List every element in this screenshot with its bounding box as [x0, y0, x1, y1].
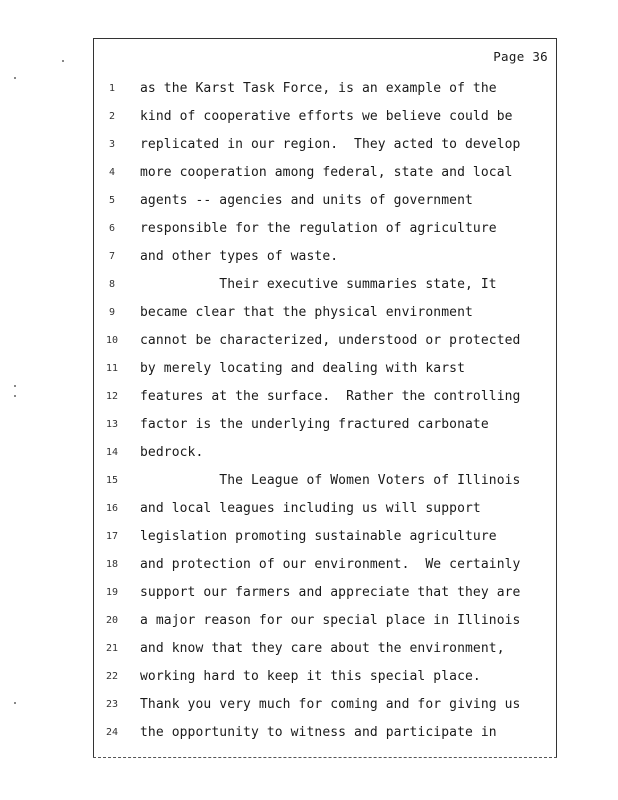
transcript-line	[94, 355, 556, 383]
line-number: 13	[105, 419, 119, 430]
line-number: 2	[108, 111, 116, 122]
line-number: 11	[105, 363, 119, 374]
line-text: The League of Women Voters of Illinois	[140, 473, 521, 488]
line-text: as the Karst Task Force, is an example of the	[140, 81, 497, 96]
line-number: 14	[105, 447, 119, 458]
line-number: 24	[105, 727, 119, 738]
line-text: Thank you very much for coming and for giving us	[140, 697, 521, 712]
line-text: and other types of waste.	[140, 249, 339, 264]
transcript-line	[94, 159, 556, 187]
margin-mark	[14, 385, 16, 387]
transcript-page	[93, 38, 557, 758]
transcript-line	[94, 663, 556, 691]
transcript-line	[94, 467, 556, 495]
transcript-line	[94, 131, 556, 159]
margin-mark	[14, 395, 16, 397]
line-text: bedrock.	[140, 445, 204, 460]
line-text: more cooperation among federal, state and local	[140, 165, 513, 180]
margin-mark	[62, 60, 64, 62]
transcript-line	[94, 579, 556, 607]
line-number: 22	[105, 671, 119, 682]
line-text: responsible for the regulation of agriculture	[140, 221, 497, 236]
transcript-line	[94, 299, 556, 327]
transcript-line	[94, 523, 556, 551]
line-number: 19	[105, 587, 119, 598]
transcript-line	[94, 719, 556, 747]
transcript-line	[94, 551, 556, 579]
line-number: 6	[108, 223, 116, 234]
line-number: 23	[105, 699, 119, 710]
transcript-line	[94, 103, 556, 131]
line-number: 1	[108, 83, 116, 94]
line-text: cannot be characterized, understood or protected	[140, 333, 521, 348]
line-number: 20	[105, 615, 119, 626]
line-number: 15	[105, 475, 119, 486]
line-number: 4	[108, 167, 116, 178]
transcript-line	[94, 215, 556, 243]
line-text: and protection of our environment. We certainly	[140, 557, 521, 572]
line-text: features at the surface. Rather the controlling	[140, 389, 521, 404]
line-number: 12	[105, 391, 119, 402]
line-text: by merely locating and dealing with karst	[140, 361, 465, 376]
transcript-line	[94, 187, 556, 215]
line-text: factor is the underlying fractured carbonate	[140, 417, 489, 432]
transcript-line	[94, 607, 556, 635]
line-text: became clear that the physical environment	[140, 305, 473, 320]
transcript-line	[94, 495, 556, 523]
line-text: Their executive summaries state, It	[140, 277, 497, 292]
line-text: working hard to keep it this special place.	[140, 669, 481, 684]
line-number: 9	[108, 307, 116, 318]
line-text: replicated in our region. They acted to develop	[140, 137, 521, 152]
transcript-line	[94, 411, 556, 439]
line-text: and local leagues including us will support	[140, 501, 481, 516]
line-text: legislation promoting sustainable agriculture	[140, 529, 497, 544]
line-text: and know that they care about the environment,	[140, 641, 505, 656]
line-text: kind of cooperative efforts we believe could be	[140, 109, 513, 124]
line-text: support our farmers and appreciate that they are	[140, 585, 521, 600]
page-number: Page 36	[493, 49, 548, 64]
line-number: 8	[108, 279, 116, 290]
line-number: 16	[105, 503, 119, 514]
line-number: 5	[108, 195, 116, 206]
transcript-lines	[94, 75, 556, 747]
transcript-line	[94, 243, 556, 271]
line-number: 17	[105, 531, 119, 542]
page-bottom-rule	[93, 757, 557, 758]
line-text: a major reason for our special place in Illinois	[140, 613, 521, 628]
line-number: 21	[105, 643, 119, 654]
margin-mark	[14, 77, 16, 79]
transcript-line	[94, 635, 556, 663]
transcript-line	[94, 439, 556, 467]
line-number: 7	[108, 251, 116, 262]
line-text: agents -- agencies and units of government	[140, 193, 473, 208]
margin-mark	[14, 702, 16, 704]
transcript-line	[94, 75, 556, 103]
line-number: 10	[105, 335, 119, 346]
transcript-line	[94, 271, 556, 299]
line-text: the opportunity to witness and participate in	[140, 725, 497, 740]
transcript-line	[94, 327, 556, 355]
line-number: 18	[105, 559, 119, 570]
transcript-line	[94, 691, 556, 719]
line-number: 3	[108, 139, 116, 150]
transcript-line	[94, 383, 556, 411]
